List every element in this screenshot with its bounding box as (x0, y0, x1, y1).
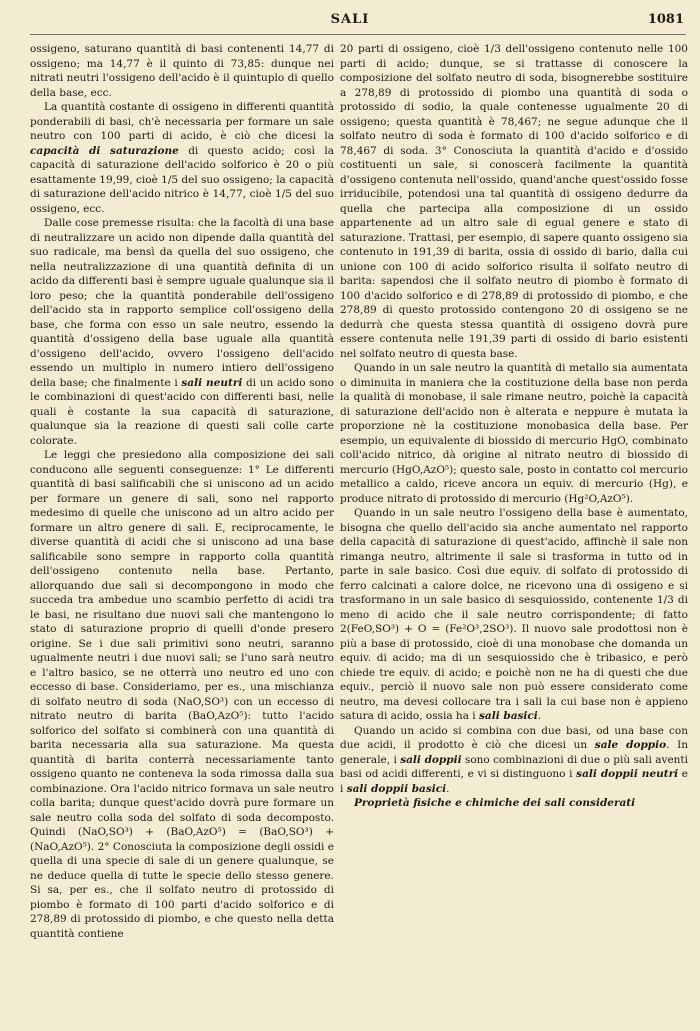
term: sali doppii neutri (576, 768, 679, 780)
header-rule (30, 34, 686, 35)
term: sali basici (479, 710, 538, 722)
paragraph: 20 parti di ossigeno, cioè 1/3 dell'ossigeno contenuto nelle 100 parti di acido; dunque, se si trattasse di conoscere la composizione del solfato neutro di soda, bisognerebbe sostituire a 278,89 di protossido di piombo una quantità di soda o protossido di sodio, la quale contenesse ugualmente 20 di ossigeno; questa quantità è 78,467; ne segue adunque che il solfato neutro di soda è formato di 100 d'acido solforico e di 78,467 di soda. 3° Conosciuta la quantità d'acido e d'ossido costituenti un sale, si conoscerà facilmente la quantità d'ossigeno contenuta nell'ossido, quand'anche quest'ossido fosse irriducibile, potendosi una tal quantità di ossigeno dedurre da quella che partecipa alla composizione di un ossido appartenente ad un altro sale di egual genere e stato di saturazione. Trattasi, per esempio, di sapere quanto ossigeno sia contenuto in 191,39 di barita, ossia di ossido di bario, dalla cui unione con 100 di acido solforico risulta il solfato neutro di barita: sapendosi che il solfato neutro di piombo è formato di 100 d'acido solforico e di 278,89 di protossido di piombo, e che 278,89 di questo protossido contengono 20 di ossigeno se ne dedurrà che questa stessa quantità di ossigeno dovrà pure essere contenuta nelle 191,39 parti di ossido di bario esistenti nel solfato neutro di questa base. (340, 43, 688, 360)
text: di un acido sono le combinazioni di quest'acido con differenti basi, nelle quali è costante la sua capacità di saturazione, qualunque sia la reazione di questi sali colle carte colorate. (30, 376, 335, 447)
page-header (0, 12, 700, 34)
text: e i (340, 768, 688, 795)
paragraph: Le leggi che presiedono alla composizione dei sali conducono alle seguenti conseguenze: 1° Le differenti quantità di basi salificabili che si uniscono ad un acido per formare un genere di sali, sono nel rapporto medesimo di quelle che uniscono ad un altro acido per formare un altro genere di sali. E, reciprocamente, le diverse quantità di acidi che si uniscono ad una base salificabile sono sempre in rapporto colla quantità dell'ossigeno contenuto nella base. Pertanto, allorquando due sali si decompongono in modo che succeda tra ambedue uno scambio perfetto di acidi tra le basi, ne risultano due nuovi sali che mantengono lo stato di saturazione proprio di quelli d'onde presero origine. Se i due sali primitivi sono neutri, saranno ugualmente neutri i due nuovi sali; se l'uno sarà neutro e l'altro basico, se ne otterrà uno neutro ed uno con eccesso di base. Consideriamo, per es., una mischianza di solfato neutro di soda (NaO,SO³) con un eccesso di nitrato neutro di barita (BaO,AzO⁵): tutto l'acido solforico del solfato si combinerà con una quantità di barita necessaria alla sua saturazione. Ma questa quantità di barita conterrà necessariamente tanto ossigeno quanto ne conteneva la soda rimossa dalla sua combinazione. Ora l'acido nitrico formava un sale neutro colla barita; dunque quest'acido dovrà pure formare un sale neutro colla soda del solfato di soda decomposto. Quindi (NaO,SO³) + (BaO,AzO⁵) = (BaO,SO³) + (NaO,AzO⁵). 2° Conosciuta la composizione degli ossidi e quella di una specie di sale di un genere qualunque, se ne deduce quella di tutte le specie dello stesso genere. Si sa, per es., che il solfato neutro di protossido di piombo è formato di 100 parti d'acido solforico e di 278,89 di protossido di piombo, e che questo nella detta quantità contiene (30, 449, 334, 940)
text: Dalle cose premesse risulta: che la facoltà di una base di neutralizzare un acido non dipende dalla quantità del suo radicale, ma bensì da quella del suo ossigeno, che nella neutralizzazione di una quantità definita di un acido da differenti basi è sempre uguale qualunque sia il loro peso; che la quantità ponderabile dell'ossigeno dell'acido sta in rapporto semplice coll'ossigeno della base, che forma con esso un sale neutro, essendo la quantità d'ossigeno della base uguale alla quantità d'ossigeno dell'acido, ovvero l'ossigeno dell'acido essendo un multiplo in numero intiero dell'ossigeno della base; che finalmente i (30, 217, 334, 389)
text: La quantità costante di ossigeno in differenti quantità ponderabili di basi, ch'è necessaria per formare un sale neutro con 100 parti di acido, è ciò che dicesi la (30, 101, 334, 142)
paragraph (30, 216, 334, 448)
paragraph: Quando in un sale neutro la quantità di metallo sia aumentata o diminuita in maniera che la costituzione della base non perda la qualità di monobase, il sale rimane neutro, poichè la capacità di saturazione dell'acido non è alterata e neppure è mutata la proporzione nè la costituzione monobasica della base. Per esempio, un equivalente di biossido di mercurio HgO, combinato coll'acido nitrico, dà origine al nitrato neutro di biossido di mercurio (HgO,AzO⁵); questo sale, posto in contatto col mercurio metallico a caldo, riceve ancora un equiv. di mercurio (Hg), e produce nitrato di protossido di mercurio (Hg²O,AzO⁵). (340, 362, 688, 505)
text: sono combinazioni di due o più sali aventi basi od acidi differenti, e vi si distinguono i (340, 753, 688, 780)
paragraph: ossigeno, saturano quantità di basi contenenti 14,77 di ossigeno; ma 14,77 è il quinto di 73,85: dunque nei nitrati neutri l'ossigeno dell'acido è il quintuplo di quello della base, ecc. (30, 43, 334, 99)
right-column (340, 42, 688, 811)
running-title: SALI (330, 12, 370, 27)
term: sale doppio (594, 739, 667, 751)
term: sali doppii (400, 753, 462, 766)
page-number: 1081 (647, 12, 684, 27)
paragraph (340, 724, 688, 797)
text: . (446, 782, 450, 795)
term: capacità di saturazione (30, 144, 179, 157)
left-column (30, 42, 334, 941)
section-heading: Proprietà fisiche e chimiche dei sali considerati (354, 797, 636, 809)
text: . (537, 710, 542, 722)
paragraph (340, 506, 688, 724)
term: sali neutri (181, 376, 243, 389)
text: di questo acido; così la capacità di saturazione dell'acido solforico è 20 o più esattamente 19,99, cioè 1/5 del suo ossigeno; la capacità di saturazione dell'acido nitrico è 14,77, cioè 1/5 del suo ossigeno, ecc. (30, 144, 334, 215)
paragraph (30, 100, 334, 216)
text: . In generale, i (340, 739, 689, 766)
term: sali doppii basici (346, 782, 447, 795)
text: Quando un acido si combina con due basi, od una base con due acidi, il prodotto è ciò che dicesi un (340, 724, 688, 751)
text: Quando in un sale neutro l'ossigeno della base è aumentato, bisogna che quello dell'acido sia anche aumentato nel rapporto della capacità di saturazione di quest'acido, affinchè il sale non rimanga neutro, altrimente il sale si trasforma in tutto od in parte in sale basico. Così due equiv. di solfato di protossido di ferro calcinati a calore dolce, ne ricevono una di ossigeno e si trasformano in un sale basico di sesquiossido, contenente 1/3 di meno di acido che il sale neutro corrispondente; di fatto 2(FeO,SO³) + O = (Fe²O³,2SO³). Il nuovo sale prodottosi non è più a base di protossido, cioè di una monobase che domanda un equiv. di acido; ma di un sesquiossido che è tribasico, e però chiede tre equiv. di acido; e poichè non ne ha di questi che due equiv., perciò il nuovo sale non può essere considerato come neutro, ma devesi collocare tra i sali la cui base non è appieno satura di acido, ossia ha i (340, 507, 688, 722)
